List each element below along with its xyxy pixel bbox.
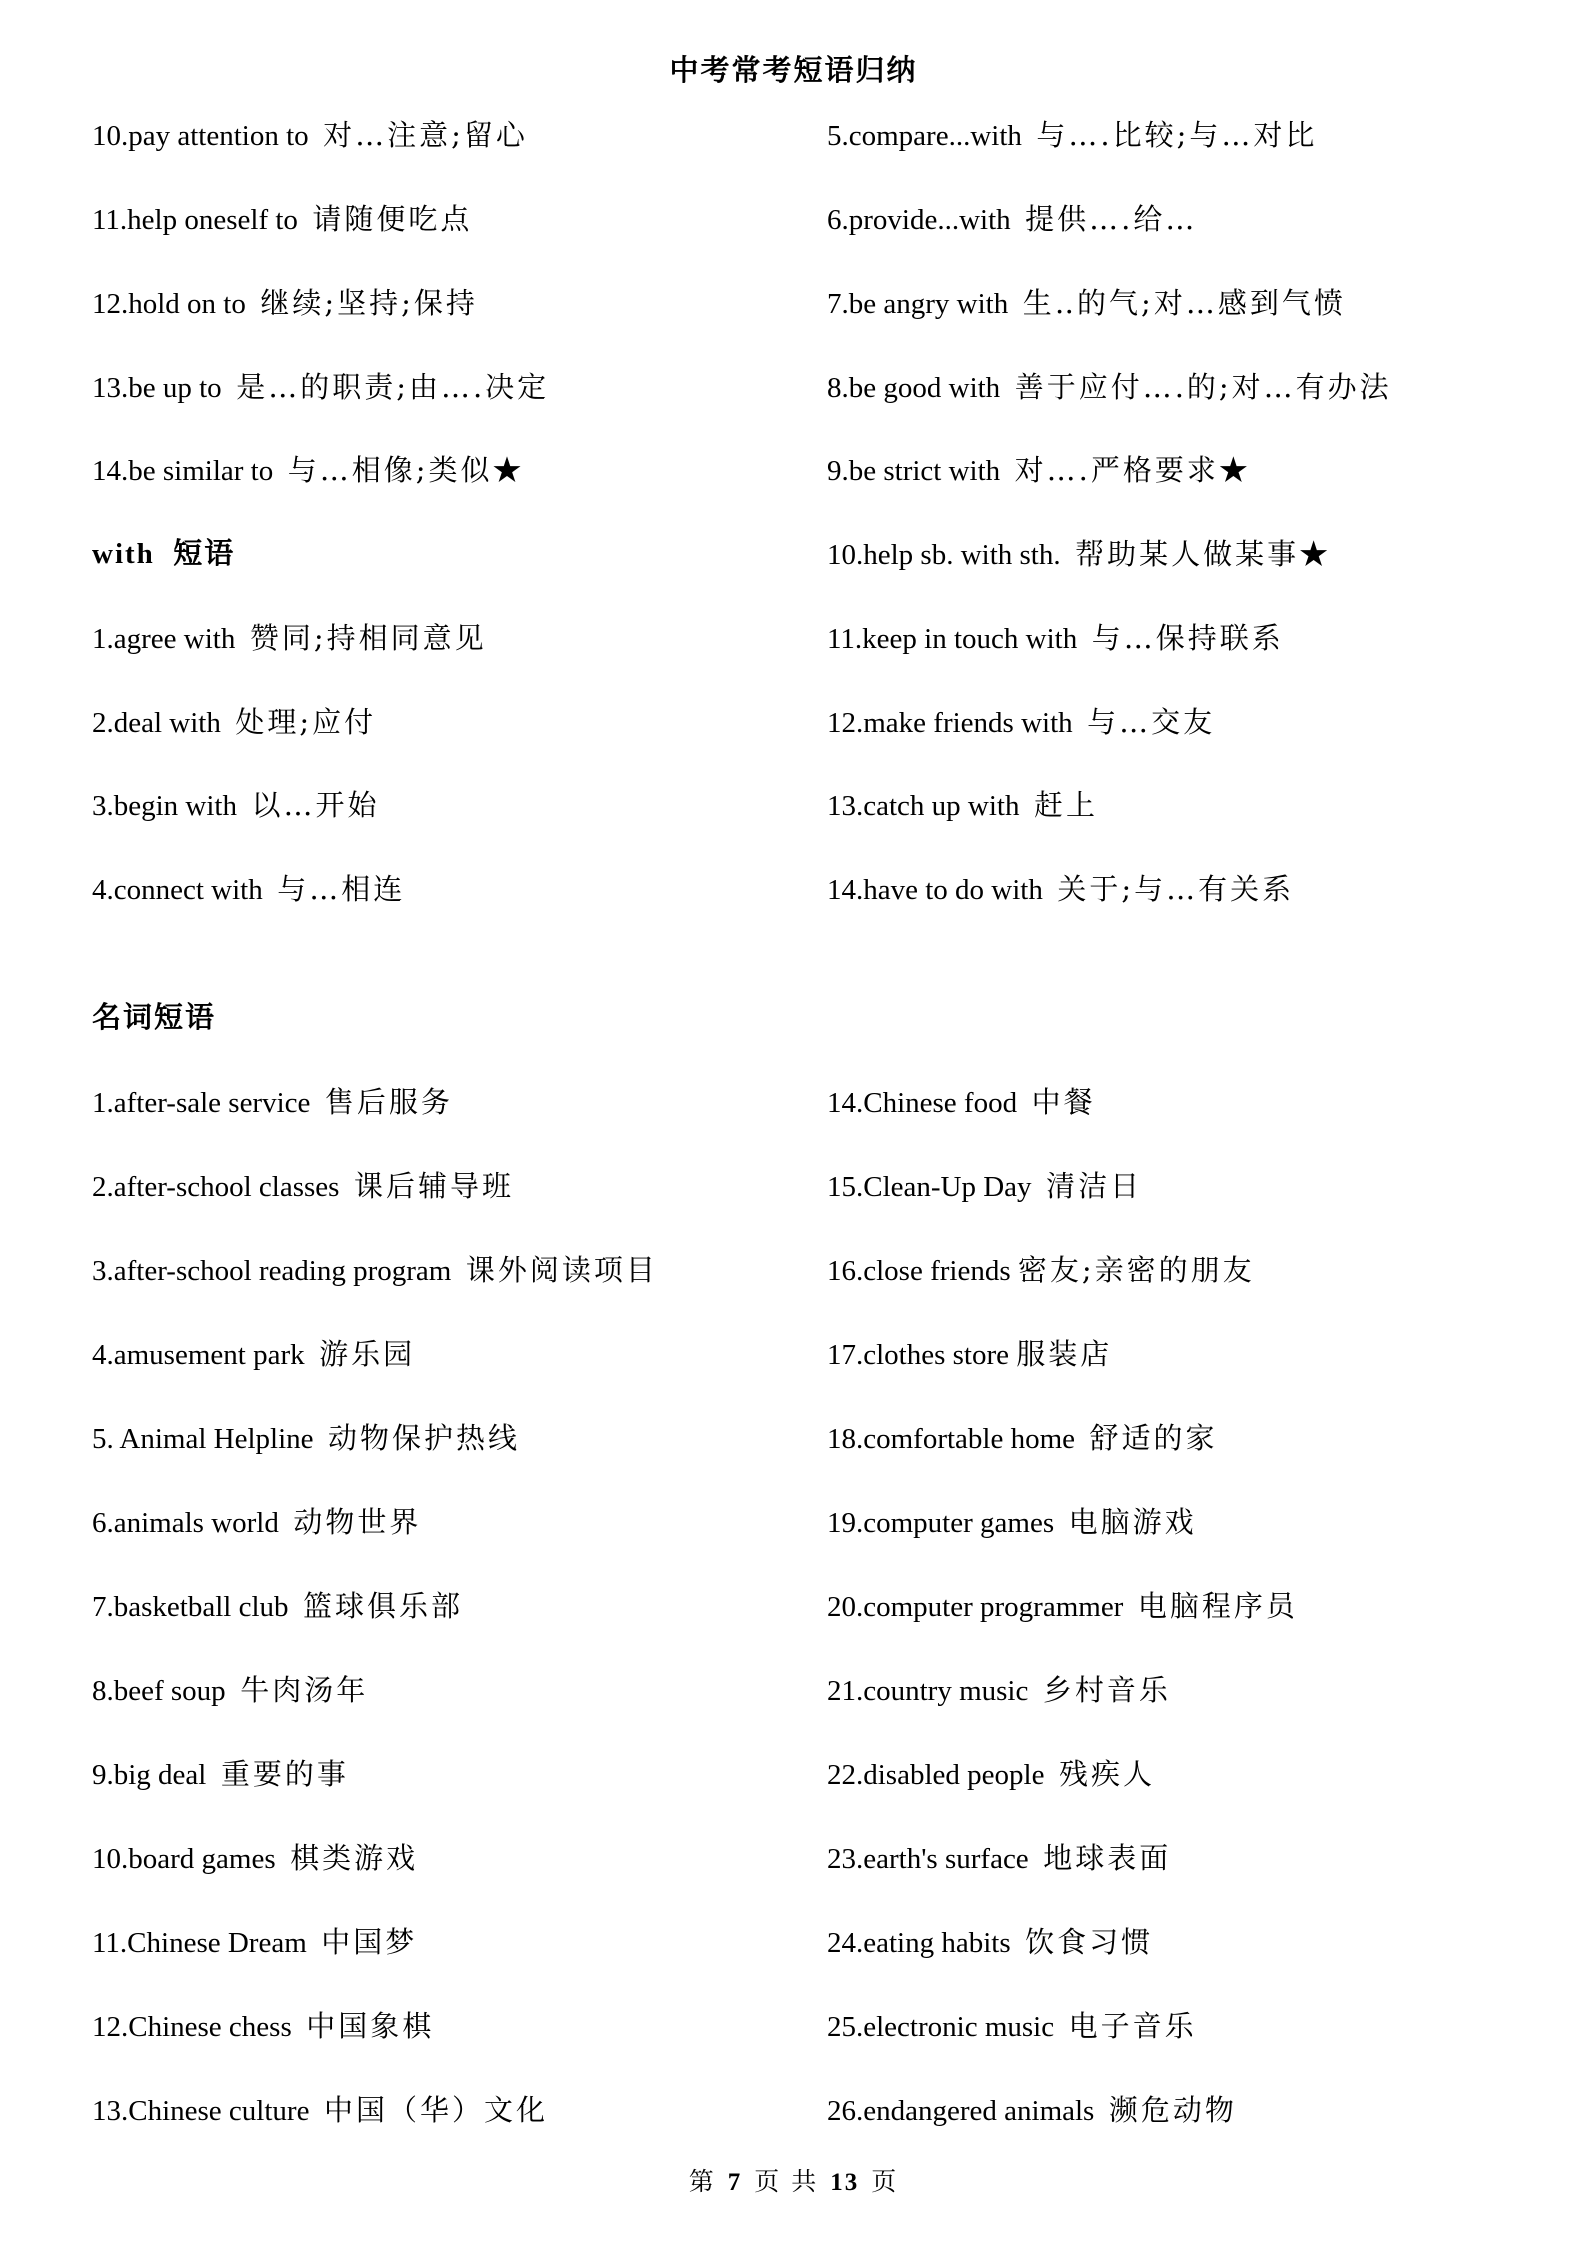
- phrase-chinese: 电脑游戏: [1068, 1505, 1197, 1539]
- phrase-row: [827, 1756, 1155, 1793]
- phrase-row: [92, 1588, 463, 1625]
- phrase-chinese: 与…相连: [277, 872, 406, 906]
- phrase-row: [827, 1084, 1096, 1121]
- phrase-row: [92, 452, 525, 489]
- footer-suffix: 页: [871, 2167, 899, 2196]
- phrase-row: [92, 704, 376, 741]
- phrase-row: [827, 620, 1284, 657]
- phrase-english: 17.clothes store: [827, 1339, 1010, 1371]
- phrase-chinese: 清洁日: [1046, 1169, 1143, 1203]
- phrase-row: [827, 1588, 1298, 1625]
- phrase-chinese: 关于;与…有关系: [1057, 872, 1295, 906]
- phrase-chinese: 对….严格要求★: [1014, 453, 1251, 487]
- phrase-row: [827, 117, 1317, 154]
- page-footer: [0, 2162, 1587, 2198]
- phrase-english: 15.Clean-Up Day: [827, 1171, 1032, 1203]
- phrase-chinese: 中国（华）文化: [323, 2093, 548, 2127]
- total-page-count: 13: [830, 2169, 860, 2196]
- phrase-chinese: 牛肉汤年: [240, 1673, 369, 1707]
- phrase-english: 21.country music: [827, 1675, 1029, 1707]
- phrase-english: 12.make friends with: [827, 707, 1073, 739]
- phrase-row: [92, 201, 472, 238]
- noun-phrases-heading: 名词短语: [92, 1002, 217, 1034]
- phrase-chinese: 售后服务: [324, 1085, 453, 1119]
- phrase-english: 13.catch up with: [827, 790, 1020, 822]
- phrase-chinese: 与…交友: [1087, 705, 1216, 739]
- phrase-english: 13.Chinese culture: [92, 2095, 310, 2127]
- phrase-chinese: 电子音乐: [1068, 2009, 1197, 2043]
- phrase-chinese: 乡村音乐: [1042, 1673, 1171, 1707]
- phrase-english: 12.Chinese chess: [92, 2011, 292, 2043]
- phrase-chinese: 地球表面: [1043, 1841, 1172, 1875]
- phrase-row: [92, 1252, 658, 1289]
- phrase-row: [92, 1084, 453, 1121]
- phrase-row: [827, 1924, 1153, 1961]
- phrase-english: 14.Chinese food: [827, 1087, 1018, 1119]
- phrase-chinese: 与…保持联系: [1091, 621, 1284, 655]
- phrase-chinese: 提供….给…: [1025, 202, 1198, 236]
- phrase-english: 25.electronic music: [827, 2011, 1055, 2043]
- phrase-row: [827, 2008, 1197, 2045]
- phrase-english: 9.be strict with: [827, 455, 1001, 487]
- phrase-row: [92, 2008, 434, 2045]
- phrase-english: 2.after-school classes: [92, 1171, 340, 1203]
- phrase-chinese: 处理;应付: [235, 705, 377, 739]
- phrase-chinese: 帮助某人做某事★: [1075, 537, 1332, 571]
- phrase-row: [92, 1420, 520, 1457]
- phrase-english: 13.be up to: [92, 372, 222, 404]
- phrase-english: 26.endangered animals: [827, 2095, 1095, 2127]
- phrase-row: [92, 1840, 418, 1877]
- phrase-english: 14.be similar to: [92, 455, 274, 487]
- phrase-row: [827, 452, 1251, 489]
- phrase-english: 3.begin with: [92, 790, 237, 822]
- phrase-english: 16.close friends: [827, 1255, 1011, 1287]
- phrase-english: 2.deal with: [92, 707, 221, 739]
- phrase-english: 11.help oneself to: [92, 204, 298, 236]
- phrase-row: [827, 1672, 1171, 1709]
- phrase-english: 12.hold on to: [92, 288, 246, 320]
- phrase-row: [827, 1504, 1197, 1541]
- phrase-chinese: 与….比较;与…对比: [1036, 118, 1318, 152]
- phrase-chinese: 密友;亲密的朋友: [1017, 1253, 1255, 1287]
- current-page-number: 7: [727, 2169, 743, 2196]
- phrase-row: [92, 1336, 415, 1373]
- phrase-row: [92, 620, 487, 657]
- phrase-chinese: 舒适的家: [1089, 1421, 1218, 1455]
- phrase-row: [92, 117, 528, 154]
- phrase-english: 10.pay attention to: [92, 120, 309, 152]
- phrase-english: 22.disabled people: [827, 1759, 1045, 1791]
- phrase-chinese: 棋类游戏: [290, 1841, 419, 1875]
- phrase-chinese: 残疾人: [1058, 1757, 1155, 1791]
- phrase-chinese: 善于应付….的;对…有办法: [1014, 370, 1392, 404]
- phrase-english: 5.compare...with: [827, 120, 1022, 152]
- phrase-english: 7.be angry with: [827, 288, 1009, 320]
- phrase-row: [827, 285, 1346, 322]
- phrase-english: 3.after-school reading program: [92, 1255, 452, 1287]
- phrase-row: [92, 1672, 368, 1709]
- phrase-row: [827, 787, 1098, 824]
- phrase-chinese: 请随便吃点: [312, 202, 473, 236]
- phrase-row: [92, 369, 549, 406]
- phrase-row: [92, 1504, 421, 1541]
- heading-chinese: 短语: [173, 538, 236, 570]
- phrase-english: 11.Chinese Dream: [92, 1927, 307, 1959]
- phrase-row: [827, 1336, 1112, 1373]
- footer-prefix: 第: [688, 2167, 716, 2196]
- phrase-row: [827, 1420, 1218, 1457]
- phrase-row: [827, 1840, 1171, 1877]
- phrase-row: [92, 787, 380, 824]
- phrase-row: [827, 2092, 1237, 2129]
- phrase-english: 10.board games: [92, 1843, 276, 1875]
- phrase-english: 24.eating habits: [827, 1927, 1011, 1959]
- phrase-english: 5. Animal Helpline: [92, 1423, 314, 1455]
- phrase-english: 7.basketball club: [92, 1591, 289, 1623]
- phrase-chinese: 中国梦: [321, 1925, 418, 1959]
- phrase-english: 8.beef soup: [92, 1675, 226, 1707]
- footer-mid: 页 共: [754, 2167, 819, 2196]
- phrase-chinese: 服装店: [1016, 1337, 1113, 1371]
- phrase-chinese: 赞同;持相同意见: [249, 621, 487, 655]
- phrase-chinese: 继续;坚持;保持: [260, 286, 478, 320]
- phrase-english: 14.have to do with: [827, 874, 1043, 906]
- phrase-english: 23.earth's surface: [827, 1843, 1029, 1875]
- phrase-chinese: 动物保护热线: [328, 1421, 521, 1455]
- phrase-row: [827, 1168, 1142, 1205]
- phrase-chinese: 饮食习惯: [1025, 1925, 1154, 1959]
- phrase-row: [92, 2092, 548, 2129]
- phrase-english: 9.big deal: [92, 1759, 207, 1791]
- phrase-row: [827, 201, 1197, 238]
- phrase-row: [92, 1756, 349, 1793]
- phrase-chinese: 课外阅读项目: [465, 1253, 658, 1287]
- phrase-row: [827, 1252, 1255, 1289]
- phrase-row: [92, 285, 478, 322]
- phrase-row: [827, 871, 1294, 908]
- phrase-chinese: 生‥的气;对…感到气愤: [1022, 286, 1346, 320]
- phrase-chinese: 课后辅导班: [353, 1169, 514, 1203]
- phrase-chinese: 重要的事: [220, 1757, 349, 1791]
- phrase-english: 10.help sb. with sth.: [827, 539, 1061, 571]
- phrase-chinese: 动物世界: [293, 1505, 422, 1539]
- phrase-chinese: 与…相像;类似★: [287, 453, 525, 487]
- phrase-chinese: 游乐园: [319, 1337, 416, 1371]
- phrase-chinese: 电脑程序员: [1137, 1589, 1298, 1623]
- phrase-row: [827, 536, 1331, 573]
- phrase-chinese: 中餐: [1031, 1085, 1096, 1119]
- phrase-english: 20.computer programmer: [827, 1591, 1124, 1623]
- phrase-row: [827, 704, 1215, 741]
- phrase-english: 1.after-sale service: [92, 1087, 311, 1119]
- phrase-chinese: 赶上: [1033, 788, 1098, 822]
- phrase-english: 4.connect with: [92, 874, 263, 906]
- phrase-chinese: 以…开始: [251, 788, 380, 822]
- phrase-english: 6.provide...with: [827, 204, 1011, 236]
- page-title: 中考常考短语归纳: [669, 55, 918, 87]
- phrase-chinese: 中国象棋: [306, 2009, 435, 2043]
- phrase-row: [827, 369, 1392, 406]
- phrase-english: 4.amusement park: [92, 1339, 305, 1371]
- phrase-english: 18.comfortable home: [827, 1423, 1076, 1455]
- phrase-english: 8.be good with: [827, 372, 1001, 404]
- phrase-row: [92, 1168, 514, 1205]
- phrase-chinese: 是…的职责;由….决定: [236, 370, 550, 404]
- phrase-row: [92, 1924, 417, 1961]
- phrase-chinese: 濒危动物: [1108, 2093, 1237, 2127]
- phrase-english: 6.animals world: [92, 1507, 279, 1539]
- phrase-chinese: 对…注意;留心: [323, 118, 528, 152]
- phrase-row: [92, 871, 405, 908]
- phrase-english: 11.keep in touch with: [827, 623, 1078, 655]
- heading-english: with: [92, 538, 155, 570]
- phrase-chinese: 篮球俱乐部: [303, 1589, 464, 1623]
- phrase-english: 19.computer games: [827, 1507, 1055, 1539]
- phrase-english: 1.agree with: [92, 623, 236, 655]
- with-phrases-heading: [92, 536, 235, 572]
